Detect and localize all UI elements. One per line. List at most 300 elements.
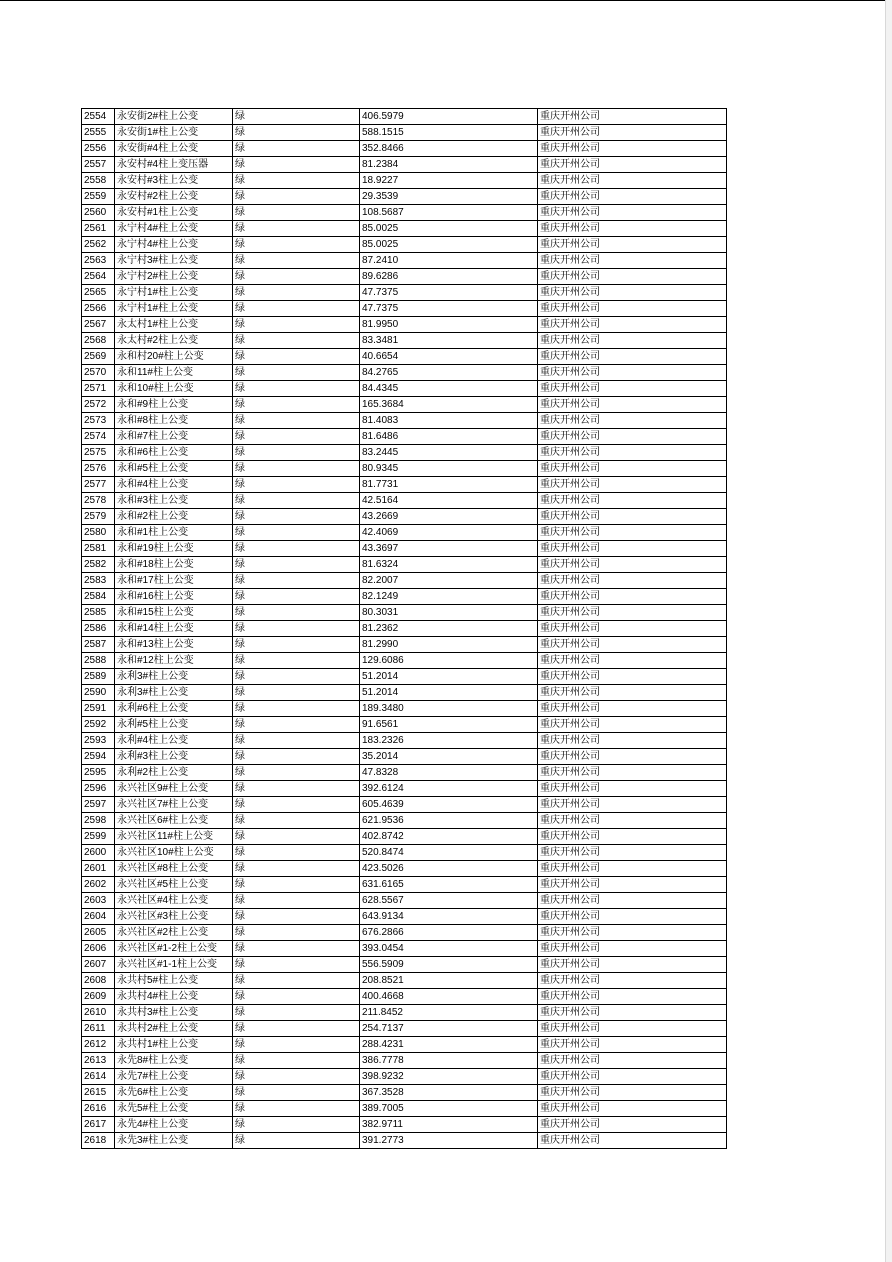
cell-id: 2598 (82, 813, 115, 829)
cell-status: 绿 (233, 349, 360, 365)
cell-company: 重庆开州公司 (538, 333, 727, 349)
cell-status: 绿 (233, 477, 360, 493)
table-row (82, 829, 727, 845)
cell-value: 81.6486 (360, 429, 538, 445)
cell-company: 重庆开州公司 (538, 973, 727, 989)
cell-name: 永共村4#柱上公变 (115, 989, 233, 1005)
table-row (82, 301, 727, 317)
cell-status: 绿 (233, 1053, 360, 1069)
table-row (82, 237, 727, 253)
cell-id: 2613 (82, 1053, 115, 1069)
cell-name: 永先7#柱上公变 (115, 1069, 233, 1085)
cell-company: 重庆开州公司 (538, 637, 727, 653)
cell-company: 重庆开州公司 (538, 141, 727, 157)
table-row (82, 877, 727, 893)
cell-id: 2574 (82, 429, 115, 445)
cell-name: 永安街2#柱上公变 (115, 109, 233, 125)
table-row (82, 205, 727, 221)
cell-id: 2567 (82, 317, 115, 333)
cell-value: 211.8452 (360, 1005, 538, 1021)
cell-status: 绿 (233, 749, 360, 765)
table-row (82, 1133, 727, 1149)
table-row (82, 397, 727, 413)
cell-id: 2600 (82, 845, 115, 861)
cell-company: 重庆开州公司 (538, 365, 727, 381)
cell-name: 永利3#柱上公变 (115, 685, 233, 701)
cell-id: 2601 (82, 861, 115, 877)
table-row (82, 285, 727, 301)
cell-name: 永和#8柱上公变 (115, 413, 233, 429)
table-row (82, 973, 727, 989)
cell-company: 重庆开州公司 (538, 189, 727, 205)
cell-value: 605.4639 (360, 797, 538, 813)
cell-company: 重庆开州公司 (538, 733, 727, 749)
cell-status: 绿 (233, 957, 360, 973)
cell-status: 绿 (233, 1005, 360, 1021)
cell-value: 254.7137 (360, 1021, 538, 1037)
cell-status: 绿 (233, 269, 360, 285)
cell-company: 重庆开州公司 (538, 509, 727, 525)
cell-id: 2569 (82, 349, 115, 365)
cell-name: 永利#6柱上公变 (115, 701, 233, 717)
cell-company: 重庆开州公司 (538, 685, 727, 701)
cell-company: 重庆开州公司 (538, 957, 727, 973)
table-row (82, 893, 727, 909)
cell-status: 绿 (233, 1069, 360, 1085)
cell-status: 绿 (233, 493, 360, 509)
cell-id: 2602 (82, 877, 115, 893)
cell-value: 389.7005 (360, 1101, 538, 1117)
cell-value: 556.5909 (360, 957, 538, 973)
cell-name: 永和#7柱上公变 (115, 429, 233, 445)
cell-value: 588.1515 (360, 125, 538, 141)
table-row (82, 925, 727, 941)
cell-value: 87.2410 (360, 253, 538, 269)
table-row (82, 541, 727, 557)
cell-status: 绿 (233, 909, 360, 925)
cell-value: 621.9536 (360, 813, 538, 829)
table-row (82, 1005, 727, 1021)
cell-value: 382.9711 (360, 1117, 538, 1133)
cell-status: 绿 (233, 109, 360, 125)
cell-id: 2572 (82, 397, 115, 413)
cell-name: 永兴社区#1-1柱上公变 (115, 957, 233, 973)
table-row (82, 477, 727, 493)
table-row (82, 957, 727, 973)
cell-company: 重庆开州公司 (538, 573, 727, 589)
cell-status: 绿 (233, 509, 360, 525)
cell-company: 重庆开州公司 (538, 381, 727, 397)
cell-status: 绿 (233, 653, 360, 669)
cell-status: 绿 (233, 1037, 360, 1053)
cell-status: 绿 (233, 1101, 360, 1117)
cell-value: 406.5979 (360, 109, 538, 125)
cell-company: 重庆开州公司 (538, 765, 727, 781)
cell-company: 重庆开州公司 (538, 269, 727, 285)
cell-company: 重庆开州公司 (538, 653, 727, 669)
cell-company: 重庆开州公司 (538, 701, 727, 717)
cell-id: 2583 (82, 573, 115, 589)
table-row (82, 813, 727, 829)
cell-id: 2584 (82, 589, 115, 605)
cell-value: 81.6324 (360, 557, 538, 573)
cell-value: 82.2007 (360, 573, 538, 589)
table-row (82, 669, 727, 685)
cell-status: 绿 (233, 973, 360, 989)
cell-value: 393.0454 (360, 941, 538, 957)
cell-name: 永和#5柱上公变 (115, 461, 233, 477)
cell-value: 83.2445 (360, 445, 538, 461)
cell-name: 永宁村4#柱上公变 (115, 221, 233, 237)
table-row (82, 1101, 727, 1117)
cell-id: 2587 (82, 637, 115, 653)
table-row (82, 909, 727, 925)
table-row (82, 493, 727, 509)
cell-status: 绿 (233, 189, 360, 205)
cell-name: 永安街1#柱上公变 (115, 125, 233, 141)
cell-value: 84.4345 (360, 381, 538, 397)
cell-status: 绿 (233, 781, 360, 797)
cell-status: 绿 (233, 797, 360, 813)
cell-company: 重庆开州公司 (538, 477, 727, 493)
cell-value: 83.3481 (360, 333, 538, 349)
cell-value: 47.7375 (360, 301, 538, 317)
cell-status: 绿 (233, 157, 360, 173)
cell-value: 42.5164 (360, 493, 538, 509)
cell-status: 绿 (233, 173, 360, 189)
cell-id: 2561 (82, 221, 115, 237)
cell-id: 2585 (82, 605, 115, 621)
cell-value: 47.7375 (360, 285, 538, 301)
cell-id: 2558 (82, 173, 115, 189)
table-row (82, 509, 727, 525)
table-row (82, 605, 727, 621)
cell-company: 重庆开州公司 (538, 797, 727, 813)
cell-id: 2590 (82, 685, 115, 701)
cell-status: 绿 (233, 525, 360, 541)
cell-name: 永兴社区7#柱上公变 (115, 797, 233, 813)
cell-status: 绿 (233, 301, 360, 317)
table-row (82, 317, 727, 333)
cell-value: 386.7778 (360, 1053, 538, 1069)
cell-value: 84.2765 (360, 365, 538, 381)
cell-value: 108.5687 (360, 205, 538, 221)
cell-name: 永安街#4柱上公变 (115, 141, 233, 157)
cell-value: 81.2990 (360, 637, 538, 653)
cell-company: 重庆开州公司 (538, 909, 727, 925)
cell-status: 绿 (233, 685, 360, 701)
cell-name: 永宁村4#柱上公变 (115, 237, 233, 253)
table-row (82, 733, 727, 749)
cell-status: 绿 (233, 733, 360, 749)
cell-status: 绿 (233, 1133, 360, 1149)
cell-id: 2564 (82, 269, 115, 285)
cell-name: 永先6#柱上公变 (115, 1085, 233, 1101)
cell-id: 2599 (82, 829, 115, 845)
cell-name: 永利#3柱上公变 (115, 749, 233, 765)
cell-id: 2609 (82, 989, 115, 1005)
table-row (82, 1117, 727, 1133)
cell-company: 重庆开州公司 (538, 237, 727, 253)
cell-status: 绿 (233, 445, 360, 461)
cell-name: 永和11#柱上公变 (115, 365, 233, 381)
cell-company: 重庆开州公司 (538, 845, 727, 861)
table-row (82, 349, 727, 365)
cell-value: 85.0025 (360, 221, 538, 237)
cell-value: 81.2384 (360, 157, 538, 173)
cell-company: 重庆开州公司 (538, 205, 727, 221)
cell-company: 重庆开州公司 (538, 621, 727, 637)
cell-name: 永先5#柱上公变 (115, 1101, 233, 1117)
cell-status: 绿 (233, 765, 360, 781)
cell-name: 永和#16柱上公变 (115, 589, 233, 605)
cell-status: 绿 (233, 1085, 360, 1101)
cell-value: 80.9345 (360, 461, 538, 477)
cell-company: 重庆开州公司 (538, 861, 727, 877)
cell-status: 绿 (233, 461, 360, 477)
cell-id: 2594 (82, 749, 115, 765)
cell-value: 391.2773 (360, 1133, 538, 1149)
cell-value: 51.2014 (360, 685, 538, 701)
cell-id: 2611 (82, 1021, 115, 1037)
cell-value: 367.3528 (360, 1085, 538, 1101)
cell-id: 2582 (82, 557, 115, 573)
cell-company: 重庆开州公司 (538, 397, 727, 413)
cell-status: 绿 (233, 125, 360, 141)
table-row (82, 653, 727, 669)
cell-name: 永宁村3#柱上公变 (115, 253, 233, 269)
table-row (82, 701, 727, 717)
cell-id: 2618 (82, 1133, 115, 1149)
cell-name: 永利#5柱上公变 (115, 717, 233, 733)
cell-id: 2607 (82, 957, 115, 973)
cell-id: 2596 (82, 781, 115, 797)
cell-status: 绿 (233, 941, 360, 957)
cell-company: 重庆开州公司 (538, 349, 727, 365)
cell-id: 2575 (82, 445, 115, 461)
cell-name: 永和#17柱上公变 (115, 573, 233, 589)
cell-company: 重庆开州公司 (538, 893, 727, 909)
cell-value: 628.5567 (360, 893, 538, 909)
cell-name: 永安村#1柱上公变 (115, 205, 233, 221)
cell-company: 重庆开州公司 (538, 989, 727, 1005)
cell-value: 129.6086 (360, 653, 538, 669)
cell-status: 绿 (233, 829, 360, 845)
cell-status: 绿 (233, 717, 360, 733)
cell-name: 永宁村1#柱上公变 (115, 301, 233, 317)
cell-id: 2560 (82, 205, 115, 221)
table-row (82, 1021, 727, 1037)
cell-company: 重庆开州公司 (538, 1085, 727, 1101)
table-row (82, 413, 727, 429)
cell-value: 51.2014 (360, 669, 538, 685)
cell-company: 重庆开州公司 (538, 1053, 727, 1069)
cell-id: 2581 (82, 541, 115, 557)
cell-value: 81.4083 (360, 413, 538, 429)
cell-status: 绿 (233, 637, 360, 653)
cell-value: 81.2362 (360, 621, 538, 637)
cell-value: 423.5026 (360, 861, 538, 877)
table-row (82, 173, 727, 189)
cell-id: 2576 (82, 461, 115, 477)
cell-id: 2617 (82, 1117, 115, 1133)
cell-status: 绿 (233, 845, 360, 861)
cell-id: 2588 (82, 653, 115, 669)
cell-value: 400.4668 (360, 989, 538, 1005)
cell-name: 永和#2柱上公变 (115, 509, 233, 525)
cell-id: 2589 (82, 669, 115, 685)
table-row (82, 525, 727, 541)
cell-name: 永先8#柱上公变 (115, 1053, 233, 1069)
cell-status: 绿 (233, 989, 360, 1005)
cell-value: 520.8474 (360, 845, 538, 861)
cell-value: 35.2014 (360, 749, 538, 765)
cell-id: 2571 (82, 381, 115, 397)
table-row (82, 125, 727, 141)
cell-name: 永和村20#柱上公变 (115, 349, 233, 365)
cell-status: 绿 (233, 589, 360, 605)
table-row (82, 765, 727, 781)
cell-name: 永和#12柱上公变 (115, 653, 233, 669)
cell-name: 永兴社区#2柱上公变 (115, 925, 233, 941)
cell-id: 2604 (82, 909, 115, 925)
cell-company: 重庆开州公司 (538, 749, 727, 765)
cell-value: 82.1249 (360, 589, 538, 605)
cell-name: 永兴社区#8柱上公变 (115, 861, 233, 877)
cell-id: 2586 (82, 621, 115, 637)
cell-company: 重庆开州公司 (538, 109, 727, 125)
cell-status: 绿 (233, 429, 360, 445)
cell-status: 绿 (233, 573, 360, 589)
table-row (82, 589, 727, 605)
data-table (81, 108, 727, 1149)
cell-id: 2562 (82, 237, 115, 253)
cell-company: 重庆开州公司 (538, 1117, 727, 1133)
cell-id: 2570 (82, 365, 115, 381)
cell-company: 重庆开州公司 (538, 413, 727, 429)
table-row (82, 845, 727, 861)
cell-status: 绿 (233, 813, 360, 829)
cell-value: 631.6165 (360, 877, 538, 893)
table-row (82, 1053, 727, 1069)
cell-company: 重庆开州公司 (538, 669, 727, 685)
table-row (82, 461, 727, 477)
cell-value: 81.9950 (360, 317, 538, 333)
cell-status: 绿 (233, 877, 360, 893)
cell-status: 绿 (233, 381, 360, 397)
cell-name: 永兴社区#3柱上公变 (115, 909, 233, 925)
cell-id: 2578 (82, 493, 115, 509)
cell-value: 676.2866 (360, 925, 538, 941)
table-row (82, 573, 727, 589)
cell-name: 永兴社区10#柱上公变 (115, 845, 233, 861)
table-row (82, 253, 727, 269)
cell-company: 重庆开州公司 (538, 461, 727, 477)
table-row (82, 429, 727, 445)
cell-id: 2610 (82, 1005, 115, 1021)
table-row (82, 717, 727, 733)
cell-company: 重庆开州公司 (538, 429, 727, 445)
page-top-border (0, 0, 886, 1)
table-row (82, 941, 727, 957)
cell-id: 2593 (82, 733, 115, 749)
table-row (82, 109, 727, 125)
cell-status: 绿 (233, 701, 360, 717)
cell-status: 绿 (233, 221, 360, 237)
cell-id: 2573 (82, 413, 115, 429)
cell-company: 重庆开州公司 (538, 829, 727, 845)
cell-name: 永安村#4柱上变压器 (115, 157, 233, 173)
cell-id: 2603 (82, 893, 115, 909)
cell-company: 重庆开州公司 (538, 301, 727, 317)
cell-company: 重庆开州公司 (538, 605, 727, 621)
table-row (82, 141, 727, 157)
table-row (82, 189, 727, 205)
cell-company: 重庆开州公司 (538, 1005, 727, 1021)
table-row (82, 365, 727, 381)
cell-value: 352.8466 (360, 141, 538, 157)
table-row (82, 989, 727, 1005)
table-row (82, 781, 727, 797)
cell-status: 绿 (233, 333, 360, 349)
cell-id: 2616 (82, 1101, 115, 1117)
table-row (82, 1085, 727, 1101)
cell-name: 永兴社区9#柱上公变 (115, 781, 233, 797)
cell-name: 永和#3柱上公变 (115, 493, 233, 509)
cell-name: 永和#4柱上公变 (115, 477, 233, 493)
cell-value: 80.3031 (360, 605, 538, 621)
cell-value: 392.6124 (360, 781, 538, 797)
cell-id: 2595 (82, 765, 115, 781)
cell-name: 永和#19柱上公变 (115, 541, 233, 557)
cell-id: 2559 (82, 189, 115, 205)
cell-id: 2555 (82, 125, 115, 141)
cell-company: 重庆开州公司 (538, 1021, 727, 1037)
cell-company: 重庆开州公司 (538, 221, 727, 237)
cell-id: 2612 (82, 1037, 115, 1053)
cell-id: 2608 (82, 973, 115, 989)
cell-company: 重庆开州公司 (538, 557, 727, 573)
cell-name: 永太村#2柱上公变 (115, 333, 233, 349)
cell-id: 2554 (82, 109, 115, 125)
cell-id: 2592 (82, 717, 115, 733)
cell-name: 永利#2柱上公变 (115, 765, 233, 781)
cell-status: 绿 (233, 669, 360, 685)
cell-company: 重庆开州公司 (538, 541, 727, 557)
cell-status: 绿 (233, 365, 360, 381)
cell-name: 永共村5#柱上公变 (115, 973, 233, 989)
table-row (82, 637, 727, 653)
cell-name: 永兴社区#5柱上公变 (115, 877, 233, 893)
cell-company: 重庆开州公司 (538, 781, 727, 797)
cell-name: 永和#13柱上公变 (115, 637, 233, 653)
cell-name: 永兴社区6#柱上公变 (115, 813, 233, 829)
cell-name: 永太村1#柱上公变 (115, 317, 233, 333)
cell-company: 重庆开州公司 (538, 717, 727, 733)
vertical-scrollbar[interactable] (885, 0, 892, 1262)
cell-id: 2566 (82, 301, 115, 317)
table-row (82, 621, 727, 637)
cell-name: 永安村#2柱上公变 (115, 189, 233, 205)
cell-value: 42.4069 (360, 525, 538, 541)
cell-status: 绿 (233, 397, 360, 413)
cell-value: 91.6561 (360, 717, 538, 733)
cell-company: 重庆开州公司 (538, 125, 727, 141)
cell-value: 40.6654 (360, 349, 538, 365)
cell-status: 绿 (233, 1117, 360, 1133)
cell-id: 2563 (82, 253, 115, 269)
cell-status: 绿 (233, 605, 360, 621)
